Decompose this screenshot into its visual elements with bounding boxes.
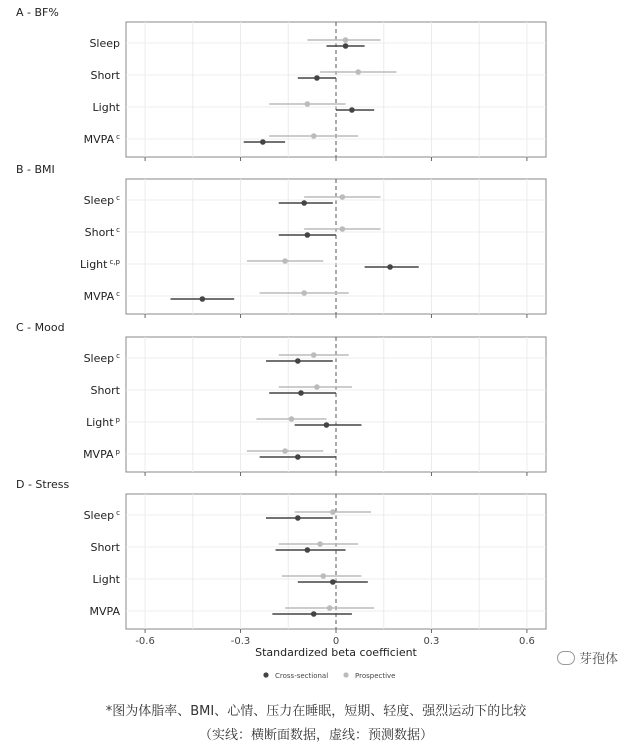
cross-sectional-point — [387, 264, 393, 270]
row-label — [80, 258, 121, 271]
x-tick-label: 0 — [332, 636, 340, 647]
x-tick-label: -0.6 — [135, 636, 155, 647]
cross-sectional-point — [305, 232, 311, 238]
watermark-text: 芽孢体 — [578, 652, 618, 667]
x-axis-label: Standardized beta coefficient — [255, 646, 417, 659]
row-label-superscript: c — [116, 133, 120, 141]
row-label — [86, 416, 120, 429]
cross-sectional-point — [305, 547, 311, 553]
x-tick-label: 0.3 — [423, 636, 440, 647]
row-label-text: Light — [92, 573, 120, 586]
cross-sectional-point — [295, 358, 301, 364]
cross-sectional-point — [301, 200, 307, 206]
cross-sectional-point — [324, 422, 330, 428]
cross-sectional-point — [330, 579, 336, 585]
legend-swatch-cross-sectional — [263, 672, 268, 677]
panel-title: C - Mood — [16, 321, 65, 334]
row-label — [90, 605, 121, 618]
prospective-point — [330, 509, 336, 515]
row-label-text: MVPA — [89, 605, 120, 618]
row-label-text: Short — [90, 541, 120, 554]
row-label-text: Sleep — [83, 194, 115, 207]
row-label — [84, 352, 121, 365]
prospective-point — [282, 258, 288, 264]
row-label-superscript: c — [116, 290, 120, 298]
row-label — [93, 573, 121, 586]
row-label-text: MVPA — [83, 290, 115, 303]
prospective-point — [314, 384, 320, 390]
row-label — [85, 226, 121, 239]
prospective-point — [343, 37, 349, 43]
panel-title: B - BMI — [16, 163, 55, 176]
prospective-point — [355, 69, 361, 75]
row-label — [84, 133, 120, 146]
row-label — [84, 509, 121, 522]
row-label-text: Light — [92, 101, 120, 114]
row-label-text: Short — [90, 384, 120, 397]
x-tick-label: -0.3 — [230, 636, 251, 647]
prospective-point — [305, 101, 311, 107]
row-label — [83, 448, 120, 461]
row-label — [89, 37, 120, 50]
row-label — [90, 384, 120, 397]
row-label-text: MVPA — [83, 448, 114, 461]
cross-sectional-point — [349, 107, 355, 113]
cross-sectional-point — [298, 390, 304, 396]
watermark — [557, 648, 618, 667]
row-label-text: Light — [86, 416, 114, 429]
cross-sectional-point — [295, 454, 301, 460]
cross-sectional-point — [295, 515, 301, 521]
legend-label-cross-sectional: Cross-sectional — [275, 672, 329, 680]
prospective-point — [301, 290, 307, 296]
prospective-point — [327, 605, 333, 611]
panel-title: A - BF% — [16, 6, 59, 19]
row-label — [90, 541, 120, 554]
legend-label-prospective: Prospective — [355, 672, 396, 680]
prospective-point — [289, 416, 295, 422]
caption-line-2: （实线：横断面数据，虚线：预测数据） — [198, 728, 433, 743]
row-label — [84, 194, 121, 207]
cross-sectional-point — [260, 139, 266, 145]
legend-swatch-prospective — [343, 672, 348, 677]
row-label-text: Sleep — [83, 352, 115, 365]
cross-sectional-point — [200, 296, 206, 302]
row-label-text: Sleep — [89, 37, 120, 50]
chat-bubble-icon — [557, 651, 575, 665]
row-label-text: Short — [84, 226, 115, 239]
row-label-text: Sleep — [83, 509, 115, 522]
prospective-point — [311, 133, 317, 139]
caption-line-1: *图为体脂率、BMI、心情、压力在睡眠，短期、轻度、强烈运动下的比较 — [105, 704, 527, 719]
row-label-superscript: c — [116, 352, 120, 360]
prospective-point — [317, 541, 323, 547]
row-label-superscript: c — [116, 194, 120, 202]
row-label — [93, 101, 121, 114]
prospective-point — [311, 352, 317, 358]
row-label-superscript: p — [115, 416, 120, 424]
row-label-text: Short — [90, 69, 120, 82]
x-tick-label: 0.6 — [518, 636, 535, 647]
cross-sectional-point — [314, 75, 320, 81]
row-label-superscript: c,p — [109, 258, 120, 266]
cross-sectional-point — [343, 43, 349, 49]
row-label-text: Light — [80, 258, 108, 271]
row-label — [84, 290, 120, 303]
prospective-point — [340, 194, 346, 200]
prospective-point — [340, 226, 346, 232]
panel-title: D - Stress — [16, 478, 70, 491]
prospective-point — [282, 448, 288, 454]
cross-sectional-point — [311, 611, 317, 617]
row-label-superscript: c — [116, 509, 120, 517]
prospective-point — [320, 573, 326, 579]
row-label-text: MVPA — [83, 133, 115, 146]
row-label-superscript: c — [116, 226, 120, 234]
row-label-superscript: p — [115, 448, 120, 456]
row-label — [90, 69, 120, 82]
